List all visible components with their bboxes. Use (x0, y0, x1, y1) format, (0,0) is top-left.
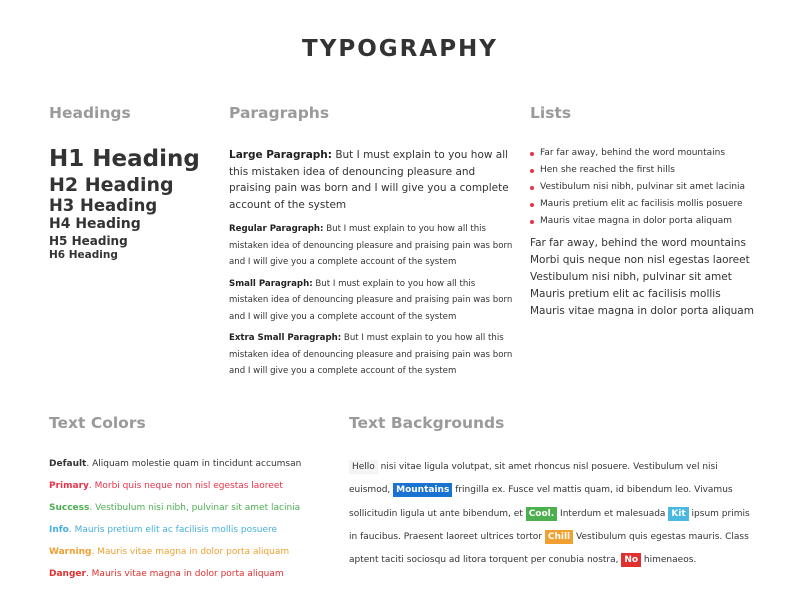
h1-sample: H1 Heading (49, 146, 200, 172)
text-color-info (49, 525, 301, 547)
color-label: Danger (49, 569, 86, 579)
text-color-danger (49, 569, 301, 591)
paragraphs-title: Paragraphs (229, 104, 330, 122)
list-item: Mauris pretium elit ac facilisis mollis posuere (530, 196, 745, 213)
paragraph-text: But I must explain to you how all this mistaken idea of denouncing pleasure and praising pain was born and I will give you a complete account of the system (229, 224, 513, 267)
color-label: Warning (49, 547, 92, 557)
text-segment: Interdum et malesuada (557, 508, 669, 519)
text-segment: nisi vitae ligula volutpat, sit amet rhoncus nisl posuere. Vestibulum vel nisi euismod, (349, 462, 718, 496)
text-color-warning (49, 547, 301, 569)
list-item: Far far away, behind the word mountains (530, 237, 746, 249)
list-item: Morbi quis neque non nisl egestas laoreet (530, 254, 750, 266)
paragraph-label: Large Paragraph: (229, 149, 332, 161)
paragraph-label: Small Paragraph: (229, 278, 313, 289)
highlight-mountains: Mountains (393, 483, 452, 497)
color-text: . Mauris vitae magna in dolor porta aliquam (91, 547, 290, 557)
paragraph-label: Regular Paragraph: (229, 224, 324, 234)
paragraph-text: But I must explain to you how all this mistaken idea of denouncing pleasure and praising pain was born and I will give you a complete account of the system (229, 333, 513, 376)
text-backgrounds-title: Text Backgrounds (349, 414, 505, 432)
extra-small-paragraph (229, 330, 514, 380)
large-paragraph (229, 147, 514, 213)
list-item: Mauris vitae magna in dolor porta aliquam (530, 305, 754, 317)
color-text: . Vestibulum nisi nibh, pulvinar sit amet lacinia (89, 503, 301, 513)
text-backgrounds-paragraph (349, 456, 759, 572)
lists-title: Lists (530, 104, 572, 122)
headings-list (49, 146, 200, 262)
h4-sample: H4 Heading (49, 216, 141, 233)
paragraphs (229, 147, 514, 380)
color-text: . Aliquam molestie quam in tincidunt accumsan (86, 459, 302, 469)
headings-title: Headings (49, 104, 131, 122)
list-item: Vestibulum nisi nibh, pulvinar sit amet (530, 271, 732, 283)
paragraph-label: Extra Small Paragraph: (229, 333, 342, 343)
text-segment: fringilla ex. Fusce vel mattis quam, id bibendum leo. Vivamus sollicitudin ligula ut ante bibendum, et (349, 485, 733, 519)
color-text: . Mauris pretium elit ac facilisis mollis posuere (68, 525, 278, 535)
small-paragraph (229, 276, 514, 326)
h2-sample: H2 Heading (49, 173, 174, 196)
highlight-hello: Hello (349, 460, 378, 474)
highlight-chill: Chill (545, 530, 573, 544)
text-segment: himenaeos. (641, 555, 697, 566)
color-label: Default (49, 459, 87, 469)
highlight-kit: Kit (668, 507, 688, 521)
color-text: . Mauris vitae magna in dolor porta aliquam (85, 569, 284, 579)
text-colors-list (49, 459, 301, 591)
text-color-default (49, 459, 301, 481)
text-colors-title: Text Colors (49, 414, 146, 432)
color-label: Success (49, 503, 90, 513)
regular-paragraph (229, 221, 514, 271)
highlight-cool: Cool. (526, 507, 557, 521)
color-text: . Morbi quis neque non nisl egestas laoreet (88, 481, 283, 491)
text-segment: Vestibulum quis egestas mauris. Class aptent taciti sociosqu ad litora torquent per conubia nostra, (349, 531, 749, 566)
plain-list (530, 235, 754, 320)
list-item: Hen she reached the first hills (530, 162, 745, 179)
paragraph-text: But I must explain to you how all this mistaken idea of denouncing pleasure and praising pain was born and I will give you a complete account of the system (229, 278, 513, 322)
h3-sample: H3 Heading (49, 196, 158, 216)
h5-sample: H5 Heading (49, 233, 128, 248)
h6-sample: H6 Heading (49, 249, 118, 262)
color-label: Info (49, 525, 69, 535)
list-item: Mauris vitae magna in dolor porta aliquam (530, 213, 745, 230)
text-segment: ipsum primis in faucibus. Praesent laoreet ultrices tortor (349, 508, 750, 542)
bulleted-list (530, 145, 745, 230)
paragraph-text: But I must explain to you how all this mistaken idea of denouncing pleasure and praising pain was born and I will give you a complete account of the system (229, 149, 509, 211)
text-color-primary (49, 481, 301, 503)
color-label: Primary (49, 481, 89, 491)
highlight-no: No (621, 553, 641, 567)
list-item: Vestibulum nisi nibh, pulvinar sit amet lacinia (530, 179, 745, 196)
list-item: Far far away, behind the word mountains (530, 145, 745, 162)
page-title: TYPOGRAPHY (302, 36, 498, 62)
list-item: Mauris pretium elit ac facilisis mollis (530, 288, 721, 300)
text-color-success (49, 503, 301, 525)
